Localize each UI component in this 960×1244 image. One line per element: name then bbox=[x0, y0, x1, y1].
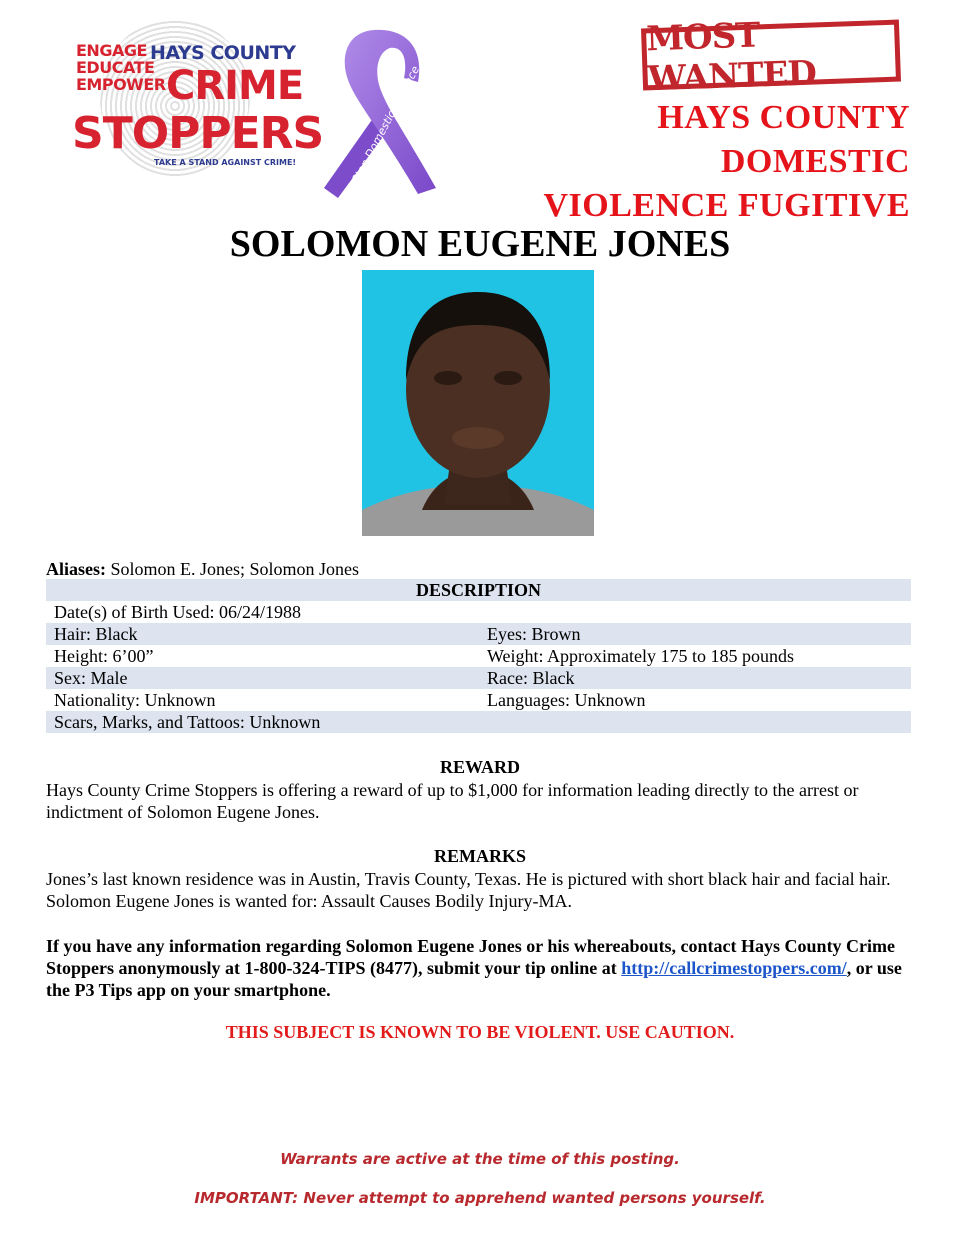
most-wanted-stamp: MOST WANTED bbox=[641, 20, 901, 91]
poster-headline: HAYS COUNTY DOMESTIC VIOLENCE FUGITIVE bbox=[543, 99, 910, 224]
aliases-value: Solomon E. Jones; Solomon Jones bbox=[106, 559, 360, 579]
subject-name: SOLOMON EUGENE JONES bbox=[229, 223, 731, 265]
languages-cell: Languages: Unknown bbox=[487, 690, 646, 710]
aliases-label: Aliases: bbox=[46, 559, 106, 579]
table-row bbox=[46, 623, 911, 645]
ribbon-text: Stop Domestic Violence bbox=[349, 63, 423, 186]
weight-cell: Weight: Approximately 175 to 185 pounds bbox=[487, 646, 795, 666]
dob-cell: Date(s) of Birth Used: 06/24/1988 bbox=[54, 602, 301, 622]
table-row bbox=[46, 711, 911, 733]
remarks-text: Jones’s last known residence was in Austin, Travis County, Texas. He is pictured with short black hair and facial hair. Solomon Eugene Jones is wanted for: Assault Causes Bodily Injury-MA. bbox=[46, 869, 891, 911]
logo-slogan: ENGAGE EDUCATE EMPOWER bbox=[76, 41, 166, 94]
logo-hays-county: HAYS COUNTY bbox=[150, 42, 296, 64]
reward-text: Hays County Crime Stoppers is offering a reward of up to $1,000 for information leading directly to the arrest or indictment of Solomon Eugene Jones. bbox=[46, 780, 859, 822]
crime-stoppers-logo bbox=[60, 18, 324, 183]
eyes-cell: Eyes: Brown bbox=[487, 624, 581, 644]
warrants-note: Warrants are active at the time of this posting. bbox=[280, 1150, 680, 1168]
table-row bbox=[46, 645, 911, 667]
caution-warning: THIS SUBJECT IS KNOWN TO BE VIOLENT. USE CAUTION. bbox=[225, 1022, 735, 1042]
important-note: IMPORTANT: Never attempt to apprehend wanted persons yourself. bbox=[194, 1189, 766, 1207]
scars-cell: Scars, Marks, and Tattoos: Unknown bbox=[54, 712, 321, 732]
nationality-cell: Nationality: Unknown bbox=[54, 690, 216, 710]
logo-tagline: TAKE A STAND AGAINST CRIME! bbox=[154, 158, 297, 167]
table-row bbox=[46, 601, 911, 623]
awareness-ribbon-icon bbox=[318, 18, 448, 210]
hair-cell: Hair: Black bbox=[54, 624, 138, 644]
race-cell: Race: Black bbox=[487, 668, 575, 688]
height-cell: Height: 6’00” bbox=[54, 646, 154, 666]
logo-crime: CRIME bbox=[166, 63, 304, 109]
table-row bbox=[46, 689, 911, 711]
contact-info: If you have any information regarding Solomon Eugene Jones or his whereabouts, contact Hays County Crime Stoppers anonymously at 1-800-324-TIPS (8477), submit your tip online at http://callcrimestoppers.com/, or use the P3 Tips app on your smartphone. bbox=[46, 936, 902, 1000]
remarks-title: REMARKS bbox=[433, 846, 526, 866]
subject-photo bbox=[362, 270, 594, 536]
reward-title: REWARD bbox=[439, 757, 520, 777]
aliases bbox=[46, 559, 359, 580]
description-table bbox=[46, 579, 911, 733]
sex-cell: Sex: Male bbox=[54, 668, 128, 688]
crime-stoppers-link[interactable]: http://callcrimestoppers.com/ bbox=[621, 958, 847, 978]
description-header: DESCRIPTION bbox=[46, 579, 911, 601]
logo-stoppers: STOPPERS bbox=[72, 108, 324, 159]
table-row bbox=[46, 667, 911, 689]
